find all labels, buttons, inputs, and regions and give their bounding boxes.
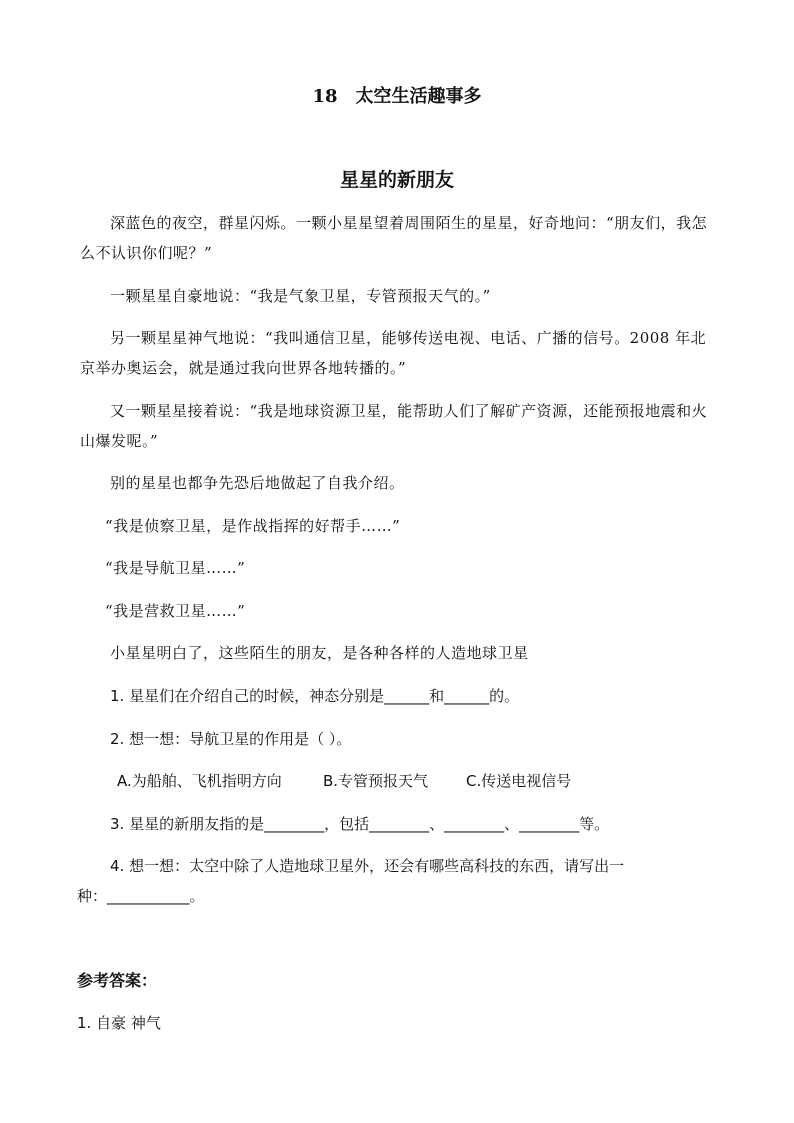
paragraph-line: 山爆发呢。”: [80, 432, 159, 450]
paragraph-line: “我是导航卫星……”: [105, 559, 246, 577]
answer-1: 1. 自豪 神气: [77, 1014, 161, 1032]
paragraph-line: 京举办奥运会，就是通过我向世界各地转播的。”: [80, 359, 407, 377]
question-4-line-2: 种：___________。: [77, 887, 205, 905]
answer-heading: 参考答案：: [77, 971, 158, 990]
paragraph-line: 么不认识你们呢？”: [80, 244, 213, 262]
question-4-line-1: 4. 想一想：太空中除了人造地球卫星外，还会有哪些高科技的东西，请写出一: [110, 857, 625, 875]
paragraph-line: 小星星明白了，这些陌生的朋友，是各种各样的人造地球卫星: [110, 644, 529, 662]
paragraph-line: 别的星星也都争先恐后地做起了自我介绍。: [110, 474, 405, 492]
question-2-option-c: C.传送电视信号: [466, 772, 572, 790]
lesson-title: [0, 82, 794, 108]
question-1: 1. 星星们在介绍自己的时候，神态分别是______和______的。: [110, 687, 520, 705]
article-title: 星星的新朋友: [339, 169, 454, 191]
paragraph-line: 一颗星星自豪地说：“我是气象卫星，专管预报天气的。”: [110, 287, 491, 305]
question-2-option-b: B.专管预报天气: [323, 772, 429, 790]
question-2: 2. 想一想：导航卫星的作用是（ ）。: [110, 730, 352, 748]
paragraph-line: 又一颗星星接着说：“我是地球资源卫星，能帮助人们了解矿产资源，还能预报地震和火: [110, 402, 708, 420]
paragraph-line: 另一颗星星神气地说：“我叫通信卫星，能够传送电视、电话、广播的信号。2008 年北: [110, 329, 707, 347]
lesson-number: 18: [312, 86, 338, 107]
question-3: 3. 星星的新朋友指的是________，包括________、________、________等。: [110, 815, 610, 833]
lesson-title-text: 太空生活趣事多: [355, 86, 482, 107]
paragraph-line: 深蓝色的夜空，群星闪烁。一颗小星星望着周围陌生的星星，好奇地问：“朋友们，我怎: [110, 214, 708, 232]
paragraph-line: “我是侦察卫星，是作战指挥的好帮手……”: [105, 517, 401, 535]
paragraph-line: “我是营救卫星……”: [105, 602, 246, 620]
question-2-option-a: A.为船舶、飞机指明方向: [117, 772, 282, 790]
